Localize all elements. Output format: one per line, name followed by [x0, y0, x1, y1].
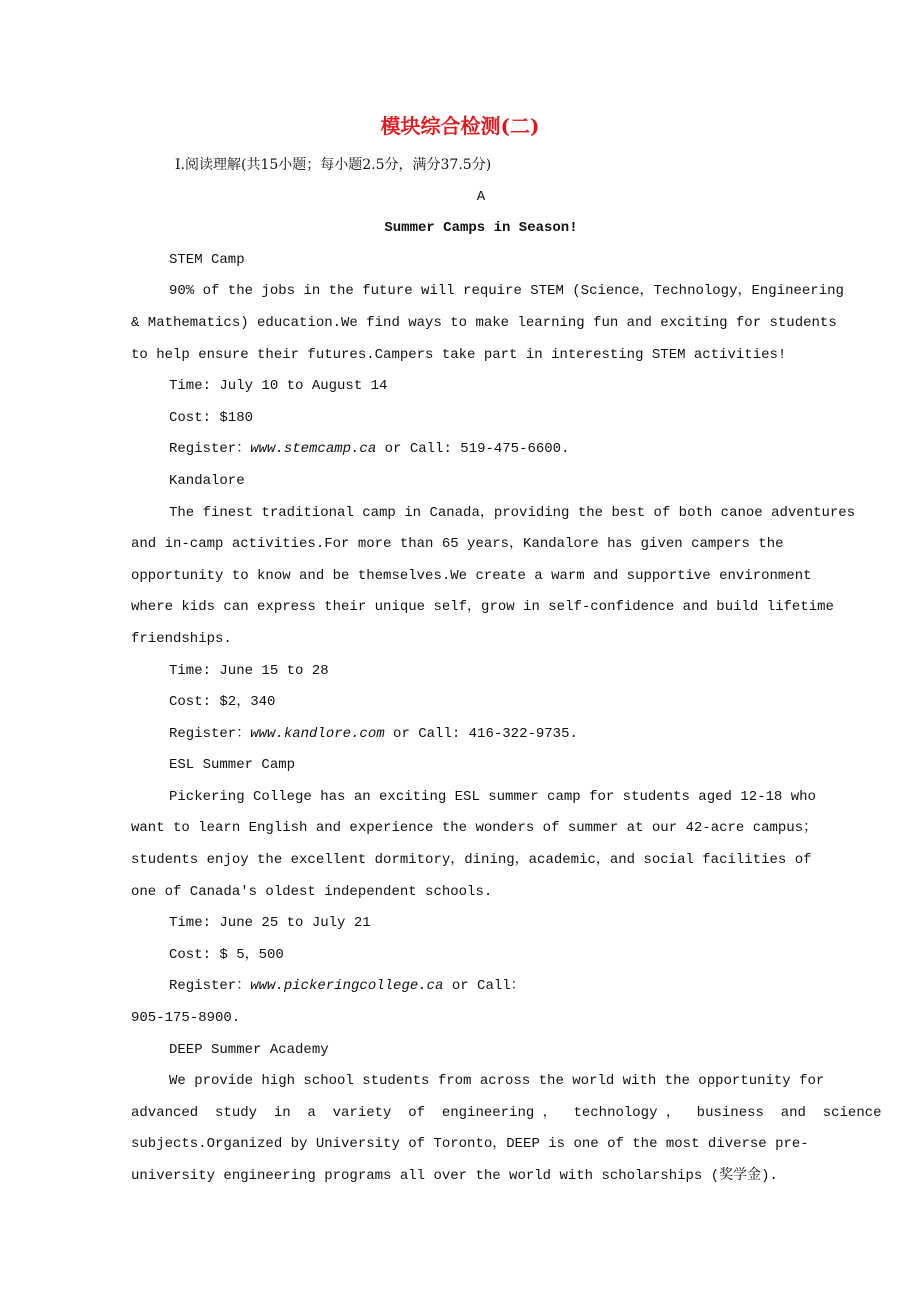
paragraph-line: The finest traditional camp in Canada，providing the best of both canoe adventures [169, 504, 856, 521]
camp-time: Time: July 10 to August 14 [169, 378, 388, 395]
register-label: Register： [169, 725, 251, 742]
paragraph-line: advanced study in a variety of engineering ， technology ， business and science [131, 1104, 882, 1121]
paragraph-line: university engineering programs all over the world with scholarships (奖学金). [131, 1168, 778, 1184]
register-phone: or Call: 416-322-9735. [384, 725, 578, 742]
paragraph-line: We provide high school students from across the world with the opportunity for [169, 1073, 825, 1090]
camp-url: www.kandlore.com [250, 725, 385, 742]
camp-name: DEEP Summer Academy [169, 1041, 329, 1058]
paragraph-line: where kids can express their unique self，grow in self-confidence and build lifetime [131, 599, 834, 616]
camp-register [131, 971, 831, 1003]
paragraph-line: Pickering College has an exciting ESL summer camp for students aged 12-18 who [169, 788, 816, 805]
camp-cost: Cost: $180 [169, 409, 254, 426]
passage-label: A [476, 188, 486, 205]
camp-name: Kandalore [169, 472, 245, 489]
paragraph-line: to help ensure their futures.Campers take part in interesting STEM activities! [131, 346, 787, 363]
camp-time: Time: June 15 to 28 [169, 662, 329, 679]
camp-cost: Cost: $ 5，500 [169, 946, 284, 963]
register-phone: or Call： [443, 978, 525, 995]
register-phone: or Call: 519-475-6600. [376, 441, 570, 458]
document-title: 模块综合检测(二) [380, 114, 540, 138]
paragraph-line: subjects.Organized by University of Toronto，DEEP is one of the most diverse pre- [131, 1136, 809, 1153]
register-phone-number: 905-175-8900. [131, 1010, 241, 1027]
paragraph-line: 90% of the jobs in the future will require STEM (Science，Technology，Engineering [169, 283, 844, 300]
camp-time: Time: June 25 to July 21 [169, 915, 371, 932]
camp-register [131, 434, 831, 466]
register-label: Register： [169, 441, 251, 458]
camp-url: www.pickeringcollege.ca [250, 978, 444, 995]
paragraph-line: and in-camp activities.For more than 65 years，Kandalore has given campers the [131, 536, 784, 553]
section-heading: Ⅰ.阅读理解(共15小题；每小题2.5分，满分37.5分) [175, 157, 492, 173]
camp-name: STEM Camp [169, 251, 245, 268]
register-label: Register： [169, 978, 251, 995]
paragraph-line: want to learn English and experience the wonders of summer at our 42-acre campus； [131, 820, 818, 837]
paragraph-line: one of Canada's oldest independent schools. [131, 883, 493, 900]
camp-register [131, 719, 831, 751]
camp-url: www.stemcamp.ca [250, 441, 377, 458]
paragraph-line: & Mathematics) education.We find ways to make learning fun and exciting for students [131, 314, 837, 331]
paragraph-line: students enjoy the excellent dormitory，dining，academic，and social facilities of [131, 852, 812, 869]
paragraph-line: friendships. [131, 630, 232, 647]
paragraph-line: opportunity to know and be themselves.We create a warm and supportive environment [131, 567, 812, 584]
passage-title: Summer Camps in Season! [384, 220, 578, 237]
camp-cost: Cost: $2，340 [169, 694, 276, 711]
camp-name: ESL Summer Camp [169, 757, 296, 774]
document-body [131, 150, 882, 1193]
